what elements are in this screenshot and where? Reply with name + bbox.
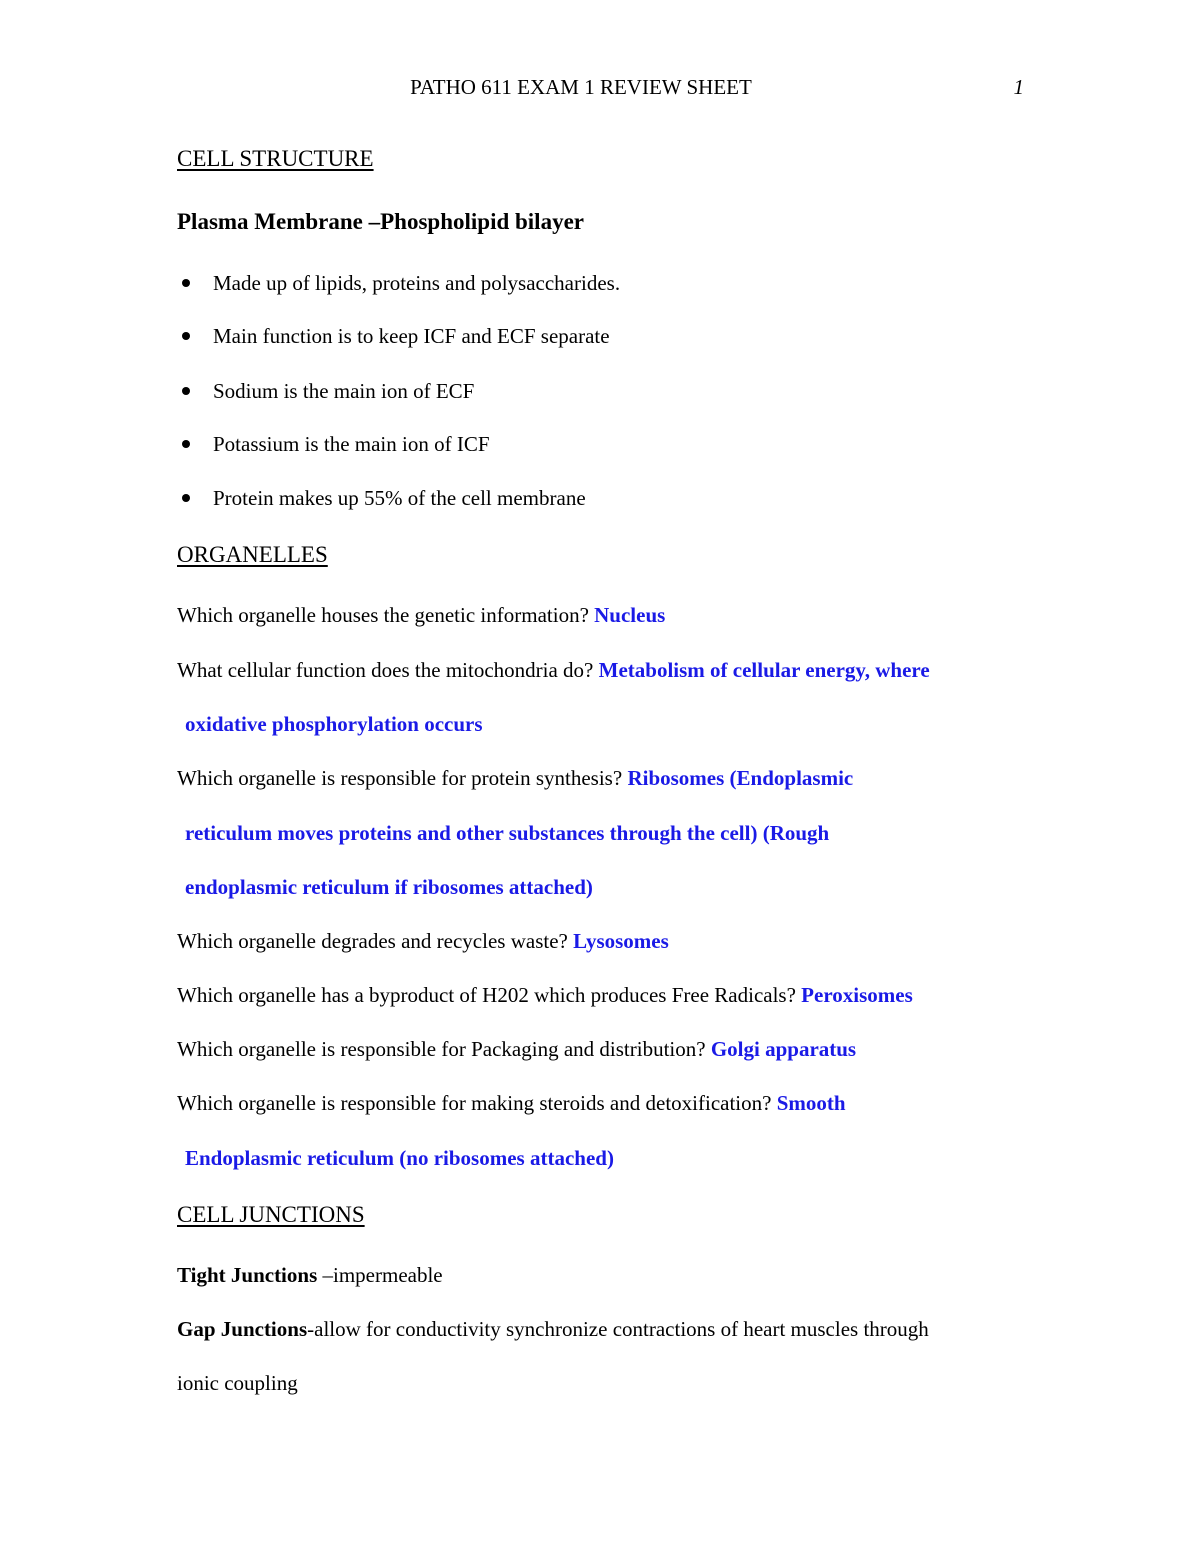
answer-text: Smooth <box>776 1091 846 1115</box>
bullet-item <box>213 430 490 458</box>
bullet-text: Made up of lipids, proteins and polysaccharides. <box>213 271 621 295</box>
answer-text: Ribosomes (Endoplasmic <box>627 766 854 790</box>
term-text: Tight Junctions <box>177 1263 318 1287</box>
answer-continuation: Endoplasmic reticulum (no ribosomes attached) <box>185 1146 614 1170</box>
answer-continuation: endoplasmic reticulum if ribosomes attached) <box>185 875 593 899</box>
qa-golgi <box>177 1035 856 1063</box>
answer-text: Lysosomes <box>573 929 669 953</box>
question-text: Which organelle has a byproduct of H202 which produces Free Radicals? <box>177 983 796 1007</box>
definition-text: -allow for conductivity synchronize contractions of heart muscles through <box>307 1317 929 1341</box>
bullet-icon <box>182 494 190 502</box>
question-text: What cellular function does the mitochondria do? <box>177 658 594 682</box>
bullet-icon <box>182 387 190 395</box>
answer-text: Nucleus <box>594 603 666 627</box>
question-text: Which organelle is responsible for making steroids and detoxification? <box>177 1091 772 1115</box>
bullet-icon <box>182 332 190 340</box>
qa-mitochondria <box>177 656 930 684</box>
page-number: 1 <box>1013 75 1024 99</box>
qa-lysosomes <box>177 927 669 955</box>
bullet-icon <box>182 440 190 448</box>
bullet-text: Potassium is the main ion of ICF <box>213 432 490 456</box>
question-text: Which organelle is responsible for Packaging and distribution? <box>177 1037 706 1061</box>
qa-nucleus <box>177 601 665 629</box>
subheading-plasma-membrane: Plasma Membrane –Phospholipid bilayer <box>177 209 584 234</box>
definition-gap-junctions <box>177 1315 929 1343</box>
section-heading-cell-structure: CELL STRUCTURE <box>177 146 374 171</box>
bullet-text: Main function is to keep ICF and ECF separate <box>213 324 610 348</box>
section-heading-cell-junctions: CELL JUNCTIONS <box>177 1202 365 1227</box>
term-text: Gap Junctions <box>177 1317 308 1341</box>
answer-text: Golgi apparatus <box>710 1037 857 1061</box>
qa-ribosomes <box>177 764 853 792</box>
bullet-item <box>213 322 610 350</box>
question-text: Which organelle houses the genetic information? <box>177 603 589 627</box>
question-text: Which organelle is responsible for protein synthesis? <box>177 766 623 790</box>
bullet-item <box>213 484 586 512</box>
answer-text: Metabolism of cellular energy, where <box>598 658 930 682</box>
bullet-text: Protein makes up 55% of the cell membrane <box>213 486 586 510</box>
bullet-item <box>213 269 620 297</box>
bullet-item <box>213 377 474 405</box>
qa-smooth-er <box>177 1089 846 1117</box>
definition-text: –impermeable <box>317 1263 443 1287</box>
bullet-text: Sodium is the main ion of ECF <box>213 379 475 403</box>
definition-tight-junctions <box>177 1261 443 1289</box>
question-text: Which organelle degrades and recycles waste? <box>177 929 568 953</box>
answer-continuation: reticulum moves proteins and other substances through the cell) (Rough <box>185 821 830 845</box>
running-header: PATHO 611 EXAM 1 REVIEW SHEET <box>410 75 752 99</box>
bullet-icon <box>182 279 190 287</box>
qa-peroxisomes <box>177 981 913 1009</box>
section-heading-organelles: ORGANELLES <box>177 542 328 567</box>
definition-continuation: ionic coupling <box>177 1371 298 1395</box>
answer-continuation: oxidative phosphorylation occurs <box>185 712 483 736</box>
answer-text: Peroxisomes <box>801 983 913 1007</box>
